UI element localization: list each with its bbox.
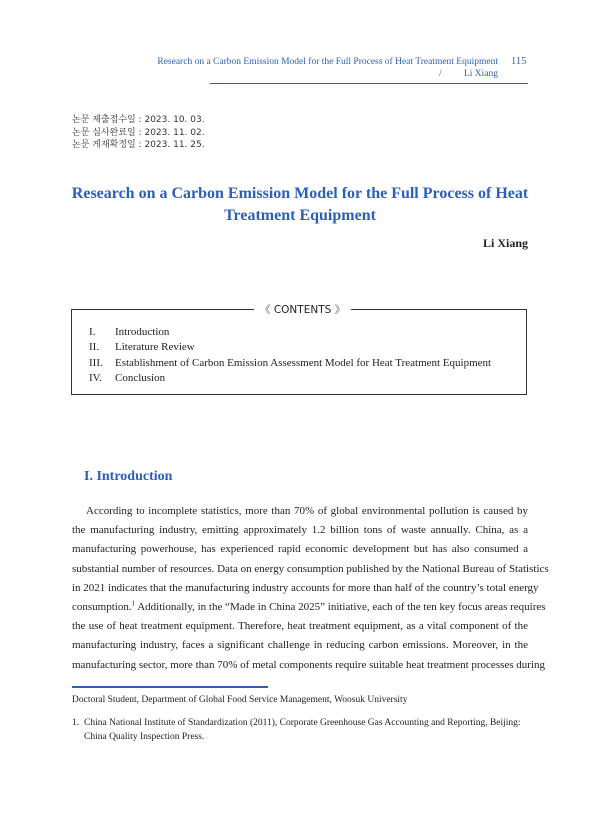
footnote-number: 1. (72, 718, 80, 728)
body-line: the manufacturing industry, emitting approximately 1.2 billion tons of waste annually. China, as a (72, 524, 528, 537)
toc-item (89, 340, 491, 355)
toc-item (89, 371, 491, 386)
date-reviewed: 논문 심사완료일 : 2023. 11. 02. (72, 127, 205, 138)
toc-item-number: II. (89, 341, 100, 354)
body-line: substantial number of resources. Data on energy consumption published by the National Bureau of Statistics (72, 562, 549, 575)
body-paragraph (72, 502, 549, 675)
header-rule (210, 83, 528, 84)
running-header-slash: / (439, 69, 442, 79)
footnote-rule (72, 686, 268, 688)
toc-item-number: III. (89, 356, 103, 369)
paper-title-line-1: Research on a Carbon Emission Model for the Full Process of Heat (71, 185, 529, 202)
footnote-text-line-2: China Quality Inspection Press. (84, 732, 205, 742)
body-line: manufacturing powerhouse, has experienced rapid economic development but has also consumed a (72, 543, 528, 556)
body-line: manufacturing sector, more than 70% of metal components require suitable heat treatment processes during (72, 658, 546, 671)
section-heading: I. Introduction (84, 469, 173, 484)
paper-author: Li Xiang (482, 236, 528, 250)
citation-marker[interactable]: 1 (131, 599, 136, 608)
paper-title-line-2: Treatment Equipment (224, 207, 376, 224)
body-line: the use of heat treatment equipment. Therefore, heat treatment equipment, as a vital component of the (72, 620, 528, 633)
date-submitted: 논문 제출접수일 : 2023. 10. 03. (72, 115, 205, 125)
table-of-contents (89, 325, 491, 387)
page-number: 115 (511, 56, 527, 67)
toc-item-label: Establishment of Carbon Emission Assessment Model for Heat Treatment Equipment (115, 356, 492, 369)
running-header-author: Li Xiang (463, 69, 498, 79)
submission-dates (72, 114, 205, 152)
paper-title (60, 183, 540, 227)
body-line-text: Additionally, in the “Made in China 2025” initiative, each of the ten key focus areas requires (135, 601, 546, 614)
footnote (72, 716, 528, 744)
toc-item-label: Literature Review (115, 341, 195, 354)
body-line: in 2021 indicates that the manufacturing industry accounts for more than half of the country’s total energy (72, 581, 539, 594)
toc-item-number: I. (89, 326, 96, 338)
contents-heading: 《 CONTENTS 》 (254, 302, 351, 317)
running-header-title: Research on a Carbon Emission Model for the Full Process of Heat Treatment Equipment (157, 57, 498, 67)
body-line-text: consumption. (72, 601, 132, 614)
body-line: manufacturing industry, faces a significant challenge in reducing carbon emissions. Moreover, in the (72, 639, 528, 652)
author-affiliation: Doctoral Student, Department of Global Food Service Management, Woosuk University (72, 695, 408, 705)
toc-item-label: Introduction (115, 326, 170, 338)
body-line-with-citation (72, 598, 546, 617)
toc-item-label: Conclusion (115, 372, 166, 385)
toc-item (89, 356, 491, 371)
body-line: According to incomplete statistics, more than 70% of global environmental pollution is caused by (86, 505, 528, 517)
footnote-text-line-1: China National Institute of Standardization (2011), Corporate Greenhouse Gas Accounting and Reporting, Beijing: (84, 718, 521, 728)
toc-item-number: IV. (89, 372, 102, 385)
toc-item (89, 325, 491, 340)
date-accepted: 논문 게재확정일 : 2023. 11. 25. (72, 140, 205, 150)
